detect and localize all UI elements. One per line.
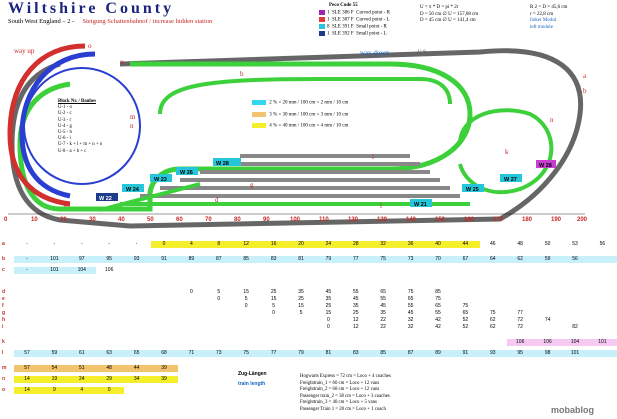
table-cell: 65 [380, 289, 386, 295]
block-row: U-1 - o [58, 105, 72, 111]
peco-swatch [319, 10, 325, 15]
zug-subtitle: train length [238, 381, 266, 387]
table-cell: 8 [217, 241, 221, 247]
table-cell: 12 [353, 317, 359, 323]
svg-text:100: 100 [290, 217, 301, 223]
block-row: U-2 - c [58, 111, 72, 117]
table-cell: 15 [243, 289, 249, 295]
table-cell: 72 [517, 324, 523, 330]
table-cell: 0 [272, 310, 275, 316]
table-cell: 85 [435, 289, 441, 295]
table-cell: 14 [24, 387, 30, 393]
train-row: Freighttrain_3 = 40 cm = Loco + 5 vans [300, 400, 377, 405]
table-cell: 77 [353, 256, 359, 262]
table-cell: 75 [435, 296, 441, 302]
table-cell: 55 [380, 296, 386, 302]
table-cell: 83 [353, 350, 359, 356]
table-cell: 32 [407, 324, 414, 330]
svg-text:W 22: W 22 [99, 196, 112, 202]
row-label: d [2, 289, 6, 295]
table-cell: 55 [435, 310, 441, 316]
table-cell: 0 [327, 317, 330, 323]
svg-text:60: 60 [176, 217, 183, 223]
table-cell: 50 [544, 241, 551, 247]
table-cell: 106 [543, 339, 552, 345]
row-label: m [2, 365, 7, 371]
svg-text:80: 80 [234, 217, 241, 223]
block-table [58, 99, 102, 155]
track-letter-a-right: a [583, 72, 587, 80]
track-letter-a: a [120, 58, 124, 66]
table-cell: 55 [353, 289, 359, 295]
table-cell: 106 [105, 267, 114, 273]
svg-text:W 25: W 25 [466, 187, 479, 193]
train-row: Hogwarts Express = 72 cm = Loco + 4 coaches [300, 374, 391, 379]
svg-text:130: 130 [377, 217, 388, 223]
grade-swatch [252, 112, 266, 117]
table-cell: 52 [462, 317, 469, 323]
track-letter-l: l [380, 202, 382, 210]
block-table-heading: Block Nr. / Bauhes [58, 99, 96, 104]
page-title: Wiltshire County [8, 0, 175, 17]
table-cell: 91 [161, 256, 167, 262]
table-cell: 44 [462, 241, 469, 247]
grade-legend [252, 100, 348, 129]
table-cell: 5 [244, 296, 248, 302]
table-cell: 95 [106, 256, 112, 262]
row-label: b [2, 256, 6, 262]
table-cell: 14 [24, 376, 30, 382]
table-row [0, 241, 606, 249]
svg-text:30: 30 [89, 217, 96, 223]
svg-text:150: 150 [435, 217, 446, 223]
table-cell: 65 [133, 350, 140, 356]
table-cell: 39 [161, 365, 167, 371]
table-cell: 77 [270, 350, 277, 356]
table-cell: 87 [216, 256, 222, 262]
table-cell: 97 [79, 256, 85, 262]
table-cell: 45 [407, 310, 414, 316]
table-cell: 35 [380, 310, 386, 316]
table-cell: 62 [490, 317, 496, 323]
table-cell: 74 [544, 317, 551, 323]
table-cell: 53 [572, 241, 578, 247]
block-row: U-7 - k + l + m + n + o [58, 142, 103, 148]
peco-heading: Peco Code 55 [329, 3, 358, 8]
table-cell: 73 [216, 350, 222, 356]
row-label: i [2, 324, 4, 330]
table-cell: 12 [353, 324, 359, 330]
table-cell: 101 [570, 350, 580, 356]
table-cell: 25 [298, 296, 304, 302]
svg-text:W 27: W 27 [504, 177, 517, 183]
table-cell: 24 [325, 241, 332, 247]
table-cell: 79 [298, 350, 304, 356]
table-cell: 0 [217, 296, 221, 302]
table-cell: - [26, 241, 28, 247]
zug-title: Zug-Längen [238, 371, 267, 377]
table-cell: 104 [570, 339, 580, 345]
table-cell: 5 [272, 303, 275, 309]
table-cell: 73 [407, 256, 414, 262]
track-letter-m: m [130, 113, 136, 121]
table-cell: - [26, 267, 28, 273]
table-cell: 70 [435, 256, 441, 262]
table-cell: 39 [161, 376, 167, 382]
table-cell: 22 [380, 324, 386, 330]
svg-text:40: 40 [118, 217, 125, 223]
table-cell: 56 [599, 241, 606, 247]
block-row: U-3 - r [58, 117, 72, 123]
table-row [0, 267, 600, 275]
table-cell: 22 [380, 317, 386, 323]
block-row: U-6 - i [58, 136, 71, 142]
table-cell: 25 [270, 289, 277, 295]
svg-text:190: 190 [551, 217, 562, 223]
table-cell: 91 [462, 350, 469, 356]
table-cell: 28 [353, 241, 359, 247]
svg-text:W 28: W 28 [539, 163, 552, 169]
track-letter-o: o [88, 42, 92, 50]
way-up-label: way up [14, 47, 35, 55]
table-cell: 4 [190, 241, 193, 247]
table-cell: 45 [380, 303, 386, 309]
track-letter-c: c [64, 201, 68, 209]
peco-swatch [319, 17, 325, 22]
train-row: Passenger train_2 = 38 cm = Loco + 3 coaches [300, 393, 390, 399]
table-cell: 81 [298, 256, 304, 262]
table-cell: 35 [353, 303, 359, 309]
svg-text:70: 70 [205, 217, 212, 223]
track-letter-d: d [215, 196, 219, 204]
train-row: Passenger Train 1 = 20 cm = Loco + 1 coach [300, 406, 386, 412]
peco-row: 1 SLE 392 F Small point - L [319, 31, 390, 38]
table-cell: - [135, 241, 138, 247]
table-cell: 87 [407, 350, 414, 356]
table-cell: 15 [298, 303, 304, 309]
svg-text:170: 170 [493, 217, 504, 223]
row-label: a [2, 241, 5, 247]
table-cell: 0 [107, 387, 111, 393]
row-label: f [2, 303, 4, 309]
table-cell: 75 [407, 289, 414, 295]
track-letter-k: k [505, 148, 509, 156]
row-band [14, 365, 178, 372]
table-cell: 0 [327, 324, 330, 330]
table-row [0, 350, 600, 358]
table-cell: 55 [407, 303, 414, 309]
table-cell: 75 [243, 350, 249, 356]
watermark: mobablog [551, 405, 594, 415]
way-down-label: way down [360, 49, 389, 57]
table-cell: 101 [598, 339, 607, 345]
table-row [0, 365, 600, 373]
table-cell: 62 [517, 256, 523, 262]
svg-text:W 24: W 24 [126, 187, 139, 193]
table-cell: 45 [325, 289, 332, 295]
table-cell: 106 [516, 339, 525, 345]
row-label: h [2, 317, 6, 323]
svg-text:90: 90 [263, 217, 270, 223]
table-cell: 48 [106, 365, 112, 371]
table-cell: 19 [51, 376, 58, 382]
table-cell: 24 [79, 376, 85, 382]
table-cell: 5 [217, 289, 221, 295]
table-cell: 59 [51, 350, 58, 356]
table-cell: 93 [490, 350, 496, 356]
table-cell: 98 [544, 350, 551, 356]
table-cell: 29 [106, 376, 112, 382]
table-cell: 72 [517, 317, 523, 323]
svg-text:180: 180 [522, 217, 533, 223]
svg-text:200: 200 [577, 217, 588, 223]
table-cell: 57 [24, 350, 30, 356]
radius-formula: R 2 = D = 45,6 cm r = 22,8 cm linker Modul left module [530, 5, 568, 30]
train-row: Freighttrain_1 = 60 cm = Loco + 12 vans [300, 380, 380, 386]
table-cell: 25 [353, 310, 359, 316]
row-label: c [2, 267, 5, 273]
table-cell: 0 [190, 289, 193, 295]
table-cell: 62 [490, 324, 496, 330]
table-cell: 32 [407, 317, 414, 323]
table-cell: 20 [298, 241, 304, 247]
table-cell: 0 [244, 303, 248, 309]
table-cell: 61 [79, 350, 85, 356]
table-cell: 59 [544, 256, 551, 262]
svg-text:10: 10 [31, 217, 38, 223]
table-cell: 52 [462, 324, 469, 330]
table-cell: 5 [299, 310, 303, 316]
table-cell: 34 [133, 376, 140, 382]
svg-text:160: 160 [464, 217, 475, 223]
table-cell: 57 [24, 365, 30, 371]
table-cell: 51 [79, 365, 85, 371]
peco-row: 1 SLE 386 F Curved point - R [319, 10, 390, 17]
table-cell: 67 [462, 256, 469, 262]
track-letter-b-right: b [583, 87, 587, 95]
table-row [0, 256, 600, 264]
table-cell: 89 [188, 256, 195, 262]
table-cell: 93 [133, 256, 140, 262]
table-cell: 85 [380, 350, 386, 356]
table-cell: 36 [407, 241, 414, 247]
peco-row: 8 SLE 391 F Small point - R [319, 24, 390, 31]
track-letter-i: i [372, 153, 374, 161]
subtitle-right: Steigung Schattenbahnof / increase hidden station [82, 18, 213, 25]
block-row: U-5 - h [58, 130, 72, 136]
peco-row: 1 SLE 387 F Curved point - L [319, 17, 390, 24]
grade-swatch [252, 100, 266, 105]
row-label: k [2, 339, 5, 345]
table-cell: 65 [435, 303, 441, 309]
grade-swatch [252, 123, 266, 128]
svg-text:W 28: W 28 [216, 161, 229, 167]
svg-text:110: 110 [319, 217, 329, 223]
svg-text:20: 20 [60, 217, 67, 223]
svg-text:W 21: W 21 [414, 202, 427, 208]
track-letter-n: n [130, 122, 134, 130]
table-cell: 9 [53, 387, 56, 393]
svg-text:0: 0 [4, 217, 8, 223]
grade-row: 4 % = 40 mm / 100 cm = 4 mm / 10 cm [252, 123, 348, 129]
table-cell: 46 [490, 241, 496, 247]
subtitle-left: South West England – 2 - [8, 18, 75, 25]
svg-text:140: 140 [406, 217, 417, 223]
table-cell: 68 [161, 350, 167, 356]
train-length-list [300, 374, 391, 413]
table-cell: 15 [325, 310, 332, 316]
table-cell: 42 [435, 324, 441, 330]
x-axis [4, 214, 588, 223]
table-cell: - [108, 241, 111, 247]
block-row: U-8 - a + b + c [58, 148, 87, 154]
table-cell: 75 [380, 256, 386, 262]
block-row: U-4 - g [58, 123, 72, 129]
peco-swatch [319, 24, 325, 29]
u8-label: U-8 [418, 50, 426, 55]
table-cell: - [53, 241, 56, 247]
row-label: o [2, 387, 6, 393]
table-cell: 75 [462, 303, 469, 309]
table-cell: 104 [77, 267, 86, 273]
table-cell: 75 [490, 310, 496, 316]
train-row: Freighttrain_2 = 60 cm = Loco + 12 vans [300, 387, 380, 392]
circumference-formula: U = π * D = pi * 2r D = 50 cm ∅ U = 157,08 cm D = 45 cm ∅ U = 141,4 cm [420, 5, 479, 24]
row-band [14, 376, 178, 383]
table-cell: 65 [407, 296, 414, 302]
table-cell: 77 [517, 310, 523, 316]
svg-text:50: 50 [147, 217, 154, 223]
table-cell: 56 [572, 256, 578, 262]
table-cell: 44 [133, 365, 140, 371]
table-cell: 71 [188, 350, 195, 356]
table-cell: 85 [243, 256, 249, 262]
track-letter-g: g [250, 181, 254, 189]
table-cell: 64 [490, 256, 496, 262]
subtitle [8, 18, 212, 25]
table-cell: 16 [270, 241, 277, 247]
table-cell: 15 [270, 296, 277, 302]
table-cell: 63 [106, 350, 112, 356]
table-cell: 95 [517, 350, 523, 356]
grade-row: 2 % = 20 mm / 100 cm = 2 mm / 10 cm [252, 100, 348, 106]
grade-row: 3 % = 30 mm / 100 cm = 3 mm / 10 cm [252, 112, 348, 118]
table-cell: 65 [462, 310, 469, 316]
row-label: g [2, 310, 6, 316]
table-cell: 101 [50, 256, 59, 262]
table-cell: 101 [50, 267, 59, 273]
table-cell: 89 [435, 350, 441, 356]
table-cell: 48 [517, 241, 523, 247]
table-cell: 82 [572, 324, 578, 330]
table-cell: - [80, 241, 83, 247]
row-label: l [2, 350, 4, 356]
table-cell: 32 [380, 241, 386, 247]
table-cell: 42 [435, 317, 441, 323]
table-cell: 25 [325, 303, 332, 309]
table-cell: 83 [270, 256, 277, 262]
svg-text:W 26: W 26 [180, 170, 193, 176]
track-letter-n-right: n [550, 116, 554, 124]
table-cell: 40 [435, 241, 441, 247]
table-cell: - [26, 256, 28, 262]
table-cell: 35 [298, 289, 304, 295]
table-cell: 35 [325, 296, 332, 302]
table-cell: 79 [325, 256, 332, 262]
table-cell: 54 [51, 365, 58, 371]
track-letter-b: b [240, 70, 244, 78]
svg-text:W 23: W 23 [154, 177, 167, 183]
row-label: n [2, 376, 6, 382]
table-cell: 45 [353, 296, 359, 302]
row-label: e [2, 296, 5, 302]
table-cell: 4 [80, 387, 84, 393]
table-cell: 0 [162, 241, 166, 247]
table-cell: 12 [243, 241, 249, 247]
svg-text:120: 120 [348, 217, 359, 223]
table-cell: 81 [325, 350, 332, 356]
table-row [0, 324, 600, 332]
table-row [0, 339, 607, 347]
